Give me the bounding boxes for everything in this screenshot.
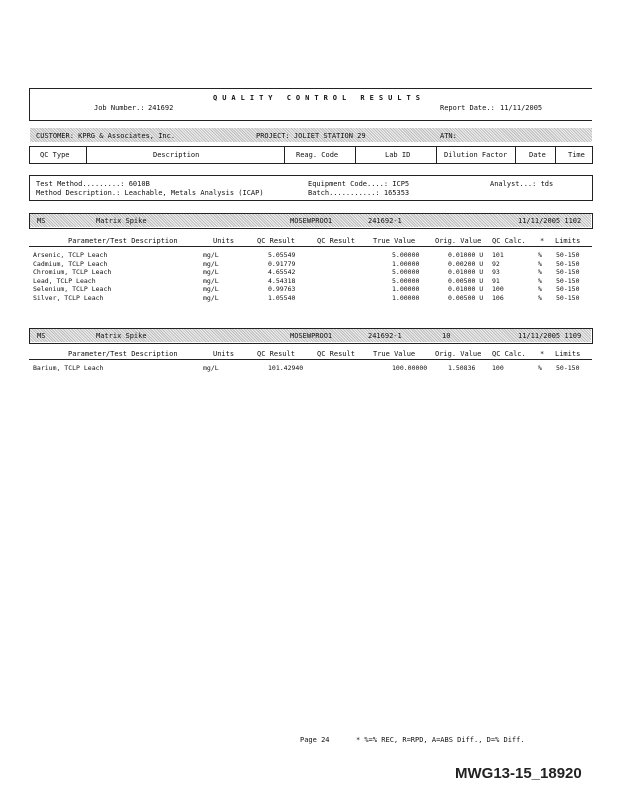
s2-header-rule: [29, 359, 592, 360]
cell-star: %: [538, 251, 542, 259]
cell-qc-calc: 91: [492, 276, 500, 285]
cell-limits: 50-150: [556, 294, 580, 302]
col-description: Description: [153, 151, 200, 159]
s1-col-qc-calc: QC Calc.: [492, 237, 526, 245]
s2-col-qc-calc: QC Calc.: [492, 350, 526, 358]
s1-col-orig-value: Orig. Value: [435, 237, 482, 245]
cell-star: %: [538, 276, 542, 285]
batch-number: Batch...........: 165353: [308, 189, 410, 197]
s1-col-units: Units: [213, 237, 235, 245]
report-date: 11/11/2005: [500, 104, 543, 112]
cell-star: %: [538, 364, 542, 372]
page-number: Page 24: [300, 736, 330, 744]
cell-param: Selenium, TCLP Leach: [33, 285, 112, 294]
col-divider: [355, 146, 356, 164]
col-divider: [515, 146, 516, 164]
col-divider: [436, 146, 437, 164]
cell-qc-calc: 106: [492, 294, 504, 302]
document-stamp: MWG13-15_18920: [455, 765, 582, 782]
section1-lab-id: 241692-1: [368, 217, 402, 225]
s1-col-param: Parameter/Test Description: [68, 237, 178, 245]
test-method: Test Method.........: 6010B: [36, 180, 150, 188]
cell-units: mg/L: [203, 276, 219, 285]
col-time: Time: [568, 151, 585, 159]
atn-label: ATN:: [440, 132, 457, 140]
s2-col-qc-result: QC Result: [257, 350, 295, 358]
title-left-rule: [29, 88, 30, 120]
cell-param: Chromium, TCLP Leach: [33, 268, 112, 277]
customer-name: CUSTOMER: KPRG & Associates, Inc.: [36, 132, 176, 140]
cell-orig-value: 0.00200 U: [448, 259, 484, 268]
cell-units: mg/L: [203, 268, 219, 277]
project-name: PROJECT: JOLIET STATION 29: [256, 132, 366, 140]
section2-description: Matrix Spike: [96, 332, 147, 340]
table-row: [0, 294, 618, 303]
col-reag-code: Reag. Code: [296, 151, 339, 159]
cell-orig-value: 0.01000 U: [448, 268, 484, 277]
cell-star: %: [538, 259, 542, 268]
cell-qc-calc: 92: [492, 259, 500, 268]
cell-param: Cadmium, TCLP Leach: [33, 259, 108, 268]
cell-true-value: 1.00000: [392, 294, 420, 302]
s2-col-limits: Limits: [555, 350, 581, 358]
col-lab-id: Lab ID: [385, 151, 411, 159]
cell-orig-value: 1.50836: [448, 364, 476, 372]
s1-col-true-value: True Value: [373, 237, 416, 245]
col-date: Date: [529, 151, 546, 159]
cell-qc-result: 0.91779: [268, 259, 296, 268]
cell-units: mg/L: [203, 251, 219, 259]
cell-limits: 50-150: [556, 251, 580, 259]
s2-col-true-value: True Value: [373, 350, 416, 358]
job-number-label: Job Number.:: [94, 104, 145, 112]
cell-qc-result: 4.65542: [268, 268, 296, 277]
cell-star: %: [538, 268, 542, 277]
s2-col-param: Parameter/Test Description: [68, 350, 178, 358]
cell-limits: 50-150: [556, 259, 580, 268]
cell-true-value: 100.00000: [392, 364, 428, 372]
cell-param: Lead, TCLP Leach: [33, 276, 96, 285]
section1-date-time: 11/11/2005 1102: [518, 217, 582, 225]
cell-param: Arsenic, TCLP Leach: [33, 251, 108, 259]
equipment-code: Equipment Code....: ICP5: [308, 180, 410, 188]
report-date-label: Report Date.:: [440, 104, 495, 112]
report-title: QUALITY CONTROL RESULTS: [213, 94, 425, 102]
col-divider: [86, 146, 87, 164]
job-number: 241692: [148, 104, 174, 112]
cell-param: Barium, TCLP Leach: [33, 364, 104, 372]
cell-orig-value: 0.01000 U: [448, 285, 484, 294]
cell-qc-result: 1.05540: [268, 294, 296, 302]
cell-units: mg/L: [203, 364, 219, 372]
section2-lab-id: 241692-1: [368, 332, 402, 340]
table-row: [0, 364, 618, 373]
col-qc-type: QC Type: [40, 151, 70, 159]
section2-qc-type: MS: [37, 332, 46, 340]
cell-qc-result: 101.42940: [268, 364, 304, 372]
method-box: [29, 175, 593, 201]
method-description: Method Description.: Leachable, Metals Analysis (ICAP): [36, 189, 264, 197]
cell-units: mg/L: [203, 285, 219, 294]
section2-reag-code: MOSEWPROO1: [290, 332, 333, 340]
section1-description: Matrix Spike: [96, 217, 147, 225]
cell-true-value: 5.00000: [392, 276, 420, 285]
cell-true-value: 5.00000: [392, 268, 420, 277]
cell-qc-calc: 101: [492, 251, 504, 259]
col-dilution-factor: Dilution Factor: [444, 151, 508, 159]
cell-param: Silver, TCLP Leach: [33, 294, 104, 302]
cell-units: mg/L: [203, 259, 219, 268]
cell-orig-value: 0.00500 U: [448, 294, 484, 302]
s2-col-star: *: [540, 350, 545, 358]
cell-units: mg/L: [203, 294, 219, 302]
cell-qc-calc: 100: [492, 285, 504, 294]
col-divider: [555, 146, 556, 164]
cell-star: %: [538, 294, 542, 302]
col-divider: [284, 146, 285, 164]
cell-orig-value: 0.00500 U: [448, 276, 484, 285]
analyst: Analyst...: tds: [490, 180, 554, 188]
cell-limits: 50-150: [556, 268, 580, 277]
section2-dilution: 10: [442, 332, 451, 340]
cell-qc-calc: 100: [492, 364, 504, 372]
s1-col-limits: Limits: [555, 237, 581, 245]
s2-col-qc-result2: QC Result: [317, 350, 355, 358]
legend: * %=% REC, R=RPD, A=ABS Diff., D=% Diff.: [356, 736, 525, 744]
cell-qc-result: 4.54318: [268, 276, 296, 285]
s1-col-qc-result2: QC Result: [317, 237, 355, 245]
cell-true-value: 1.00000: [392, 285, 420, 294]
cell-limits: 50-150: [556, 276, 580, 285]
section2-date-time: 11/11/2005 1109: [518, 332, 582, 340]
s1-header-rule: [29, 246, 592, 247]
cell-true-value: 1.00000: [392, 259, 420, 268]
s1-col-star: *: [540, 237, 545, 245]
cell-limits: 50-150: [556, 364, 580, 372]
s1-col-qc-result: QC Result: [257, 237, 295, 245]
title-bottom-rule: [29, 120, 592, 121]
title-top-rule: [29, 88, 592, 89]
section1-reag-code: MOSEWPROO1: [290, 217, 333, 225]
cell-limits: 50-150: [556, 285, 580, 294]
cell-star: %: [538, 285, 542, 294]
cell-qc-calc: 93: [492, 268, 500, 277]
cell-qc-result: 5.05549: [268, 251, 296, 259]
cell-orig-value: 0.01000 U: [448, 251, 484, 259]
cell-true-value: 5.00000: [392, 251, 420, 259]
section1-qc-type: MS: [37, 217, 46, 225]
s2-col-orig-value: Orig. Value: [435, 350, 482, 358]
cell-qc-result: 0.99763: [268, 285, 296, 294]
s2-col-units: Units: [213, 350, 235, 358]
